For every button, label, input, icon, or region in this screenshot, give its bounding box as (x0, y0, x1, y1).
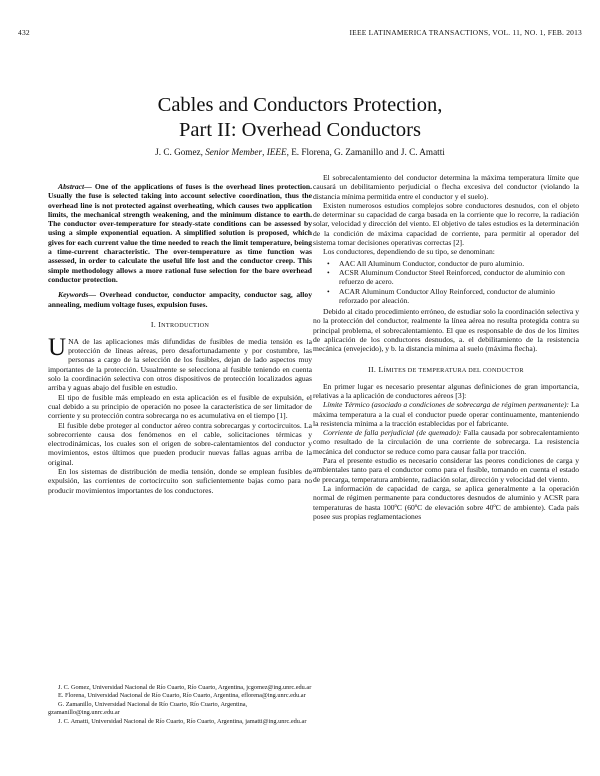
section-2-rest: ÍMITES DE TEMPERATURA DEL CONDUCTOR (383, 366, 524, 374)
definition-2-term: Corriente de falla perjudicial (de quemado): (323, 428, 462, 438)
intro-paragraph-1 (48, 333, 312, 393)
footnote-2: E. Florena, Universidad Nacional de Río Cuarto, Río Cuarto, Argentina, eflorena@ing.unrc.edu.ar (58, 692, 306, 700)
list-item (327, 259, 579, 268)
abstract-text: — One of the applications of fuses is the overhead lines protection. Usually the fuse is selected taking into account selective coordination, thus the overhead line is not protected against overheating, which causes two application limits, the mechanical strength weakening, and the minimum distance to earth. The conductor over-temperature for steady-state conditions can be assessed by using a simple exponential equation. A simplified solution is proposed, which gives for each current value the time needed to reach the limit temperature, being a time-current characteristic. The over-temperature as time function was assessed, in order to calculate the useful life lost and the conductor creep. This simple methodology allows a more rational fuse selection for the bare overhead conductor protection. (48, 182, 312, 284)
list-item (327, 287, 579, 306)
running-header: IEEE LATINAMERICA TRANSACTIONS, VOL. 11, NO. 1, FEB. 2013 (349, 28, 582, 37)
list-item-text: ACAR Aluminum Conductor Alloy Reinforced, conductor de aluminio reforzado por aleación. (339, 286, 555, 305)
list-item-text: ACSR Aluminum Conductor Steel Reinforced, conductor de aluminio con refuerzo de acero. (339, 267, 565, 287)
intro-paragraph-4: En los sistemas de distribución de media tensión, donde se emplean fusibles de expulsión, las corrientes de cortocircuito son suficientemente bajas como para no producir movimientos importantes de los conductores. (48, 467, 312, 495)
title-line-1: Cables and Conductors Protection, (157, 94, 443, 116)
intro-paragraph-2: El tipo de fusible más empleado en esta aplicación es el fusible de expulsión, el cual debido a su principio de operación no posee la característica de ser limitador de corriente y su protección contra sobrecarga no es acumulativa en el tiempo [1]. (48, 392, 312, 421)
section-1-rest: NTRODUCTION (161, 321, 210, 329)
section-1-heading (48, 320, 312, 329)
right-paragraph-2: Existen numerosos estudios complejos sobre conductores desnudos, con el objeto de determinar su capacidad de carga basada en la corriente que lo recorre, la radiación solar, velocidad y dirección del viento. El objetivo de tales estudios es la determinación de la condición de máxima capacidad de corriente, para permitir al operador del sistema tomar decisiones operativas correctas [2]. (313, 200, 579, 248)
section-2-cap: L (378, 364, 384, 374)
author-1: J. C. Gomez, (155, 147, 203, 157)
author-line: J. C. Gomez, Senior Member, IEEE, E. Florena, G. Zamanillo and J. C. Amatti (155, 147, 445, 157)
intro-paragraph-3: El fusible debe proteger al conductor aéreo contra sobrecargas y cortocircuitos. La sobrecorriente causa dos fenómenos en el cable, solicitaciones térmicas y electrodinámicas, los cuales son el origen de sobre-calentamientos del conductor y movimientos, estos últimos que pueden producir nuevas fallas aguas arriba de la original. (48, 420, 312, 467)
definition-2 (313, 428, 579, 456)
author-1-org: IEEE (266, 147, 287, 157)
drop-cap: U (48, 333, 67, 361)
page-number: 432 (18, 28, 30, 37)
footnote-4: J. C. Amatti, Universidad Nacional de Río Cuarto, Río Cuarto, Argentina, jamatti@ing.unrc.edu.ar (58, 717, 307, 725)
right-paragraph-1: El sobrecalentamiento del conductor determina la máxima temperatura límite que causará un debilitamiento perjudicial o flecha excesiva del conductor (violando la distancia mínima permitida entre el conductor y el suelo). (313, 173, 579, 201)
title-line-2: Part II: Overhead Conductors (179, 119, 421, 141)
keywords-lead: Keywords (58, 290, 89, 300)
right-paragraph-6: Para el presente estudio es necesario considerar las peores condiciones de carga y ambientales tanto para el conductor como para el fusible, tomando en cuenta el estado de precarga, temperatura ambiente, radiación solar, dirección y velocidad del viento. (313, 456, 579, 484)
definition-1 (313, 400, 579, 428)
definition-2-text: Falla causada por sobrecalentamiento como resultado de la circulación de una corriente de sobrecarga. La resistencia mecánica del conductor se reduce como para causar falla por tracción. (313, 428, 579, 456)
footnote-3: G. Zamanillo, Universidad Nacional de Río Cuarto, Río Cuarto, Argentina, gzamanillo@ing.unrc.edu.ar (48, 700, 248, 717)
section-2-heading (313, 365, 579, 374)
left-column (48, 182, 312, 495)
list-item (327, 268, 579, 287)
abstract (48, 182, 312, 284)
footnotes (48, 684, 312, 726)
footnote-1: J. C. Gomez, Universidad Nacional de Río Cuarto, Río Cuarto, Argentina, jcgomez@ing.unrc.edu.ar (58, 684, 312, 691)
section-2-number: II. (368, 364, 377, 374)
abstract-lead: Abstract (58, 182, 85, 191)
section-1-number: I. (150, 319, 156, 329)
right-paragraph-3: Los conductores, dependiendo de su tipo, se denominan: (323, 247, 495, 257)
definition-1-text: La máxima temperatura a la cual el conductor puede operar continuamente, manteniendo la resistencia mínima a la tracción establecidas por el fabricante. (313, 400, 579, 428)
list-item-text: AAC All Aluminum Conductor, conductor de puro aluminio. (339, 258, 525, 268)
definition-1-term: Límite Térmico (asociado a condiciones de sobrecarga de régimen permanente): (323, 400, 570, 410)
bullet-icon: • (327, 267, 330, 277)
right-column (313, 173, 579, 521)
intro-paragraph-1-text: NA de las aplicaciones más difundidas de fusibles de media tensión es la protección de líneas aéreas, pero desafortunadamente y por costumbre, las personas a cargo de la selección de los fusibles, dejan de lado aspectos muy importantes de la protección. Usualmente se selecciona al fusible teniendo en cuenta solo la coordinación selectiva con otros dispositivos de protección localizados aguas arriba y aguas abajo del fusible en estudio. (48, 336, 312, 393)
conductor-type-list (313, 259, 579, 305)
right-paragraph-4: Debido al citado procedimiento erróneo, de estudiar solo la coordinación selectiva y no la protección del conductor, realmente la línea aérea no resulta protegida contra su principal problema, el sobrecalentamiento. El que es responsable de dos de los límites de aplicación de los conductores desnudos, a. el debilitamiento de la resistencia mecánica (envejecido), y b. la distancia mínima al suelo (máxima flecha). (313, 307, 579, 354)
right-paragraph-5: En primer lugar es necesario presentar algunas definiciones de gran importancia, relativas a la aplicación de conductores aéreos [3]: (313, 381, 579, 400)
paper-title (0, 93, 600, 143)
right-paragraph-7: La información de capacidad de carga, se aplica generalmente a la operación normal de régimen permanente para conductores desnudos de aluminio y ACSR para temperaturas de hasta 100ºC (60ºC de elevación sobre 40ºC de ambiente). Cada país posee sus propias reglamentaciones (313, 483, 579, 521)
keywords (48, 290, 312, 309)
author-1-role: Senior Member (205, 147, 263, 157)
bullet-icon: • (327, 286, 330, 296)
authors-rest: , E. Florena, G. Zamanillo and J. C. Amatti (286, 147, 445, 157)
section-1-cap: I (158, 319, 162, 329)
bullet-icon: • (327, 258, 330, 268)
keywords-text: — Overhead conductor, conductor ampacity, conductor sag, alloy annealing, medium voltage fuses, expulsion fuses. (48, 290, 312, 309)
